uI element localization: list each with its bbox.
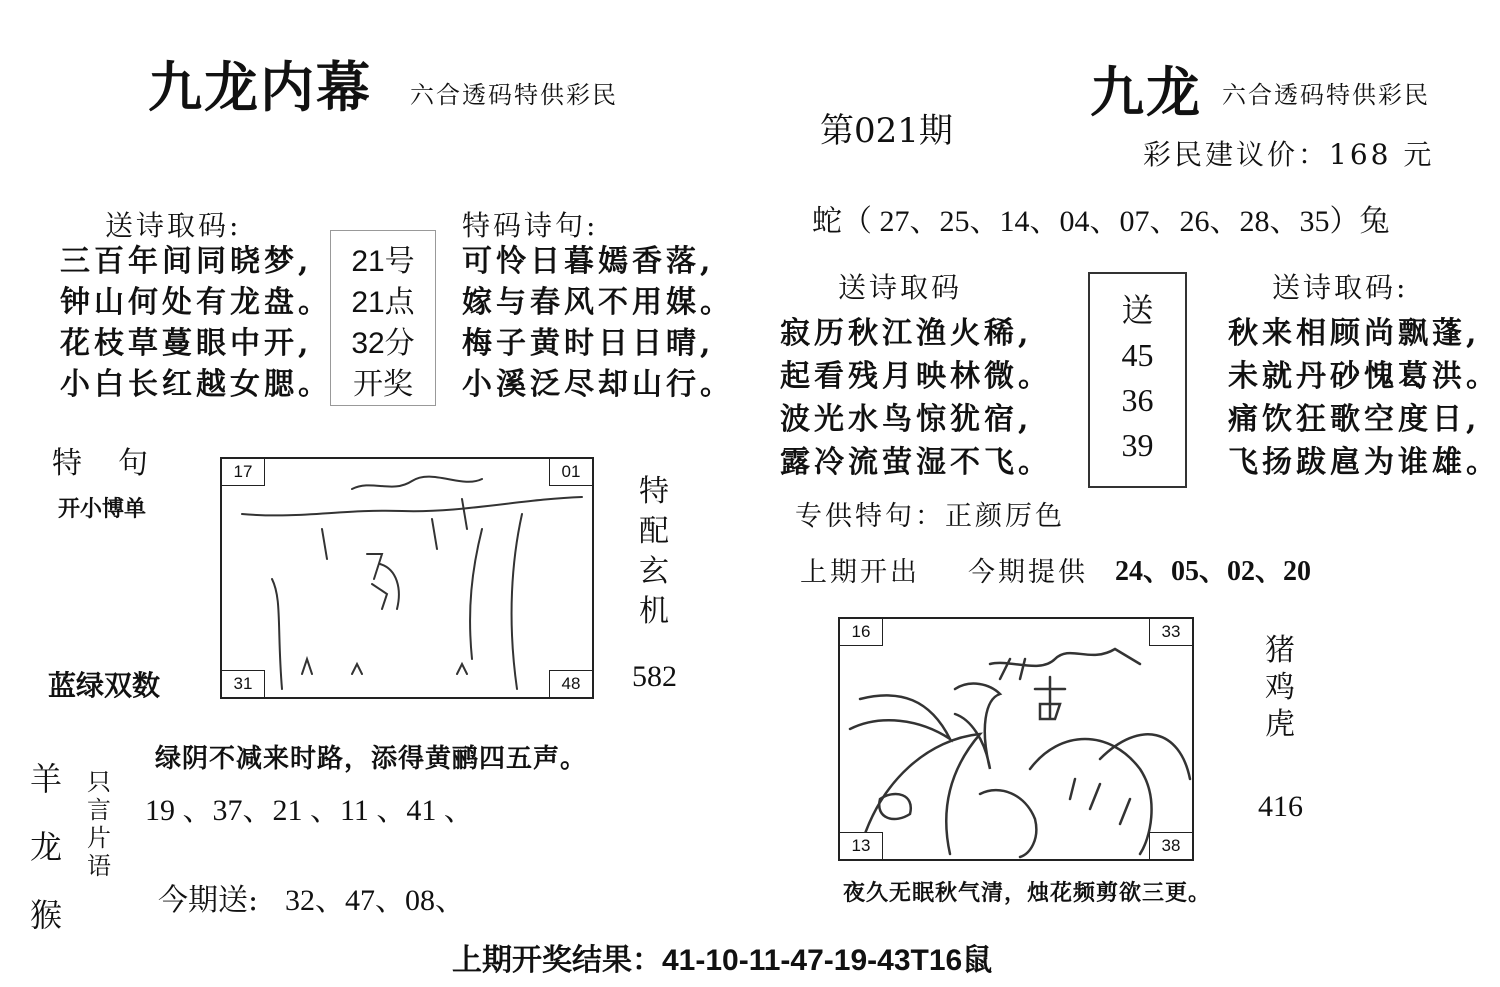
poem-line: 梅子黄时日日晴, [462, 326, 715, 361]
poem-line: 嫁与春风不用媒。 [462, 285, 734, 320]
jin-qi-label: 今期送: [158, 883, 259, 918]
te-ju-label: 特 句 [52, 446, 151, 481]
right-subtitle: 六合透码特供彩民 [1222, 81, 1430, 109]
poem-line: 小溪泛尽却山行。 [462, 367, 734, 402]
provide-numbers: 24、05、02、20 [1115, 556, 1312, 587]
lan-lv-label: 蓝绿双数 [48, 669, 161, 702]
zodiac-vertical [28, 745, 64, 949]
draw-hour: 21点 [351, 286, 415, 319]
left-sketch-panel [220, 457, 594, 699]
snake-line: 蛇（ 27、25、14、04、07、26、28、35）兔 [812, 205, 1390, 238]
right-side-number: 416 [1258, 790, 1303, 823]
poem-line: 可怜日暮嫣香落, [462, 244, 715, 279]
right-sketch-panel [838, 617, 1194, 861]
this-issue-label: 今期提供 [968, 557, 1088, 588]
right-sketch-drawing [840, 619, 1192, 859]
poem-line: 露冷流萤湿不飞。 [780, 445, 1052, 480]
zodiac-char: 鸡 [1265, 670, 1295, 705]
send-number: 36 [1121, 382, 1154, 418]
right-poem1-header: 送诗取码 [838, 271, 963, 304]
right-side-zodiac [1260, 632, 1300, 743]
zodiac-char: 猪 [1265, 633, 1295, 668]
right-title: 九龙 [1090, 60, 1202, 124]
poem-line: 秋来相顾尚飘蓬, [1228, 316, 1481, 351]
send-label: 送 [1121, 292, 1154, 328]
numbers-line: 19 、37、21 、11 、41 、 [145, 794, 474, 827]
left-sketch-drawing [222, 459, 592, 697]
zhi-yan-char: 言 [87, 796, 111, 824]
poem-line: 寂历秋江渔火稀, [780, 316, 1033, 351]
zodiac-char: 羊 [29, 760, 62, 798]
left-special-header: 特码诗句: [462, 209, 599, 242]
last-issue-label: 上期开出 [800, 557, 920, 588]
right-poem2-header: 送诗取码: [1272, 271, 1409, 304]
right-bottom-poem: 夜久无眠秋气清，烛花频剪欲三更。 [843, 880, 1212, 906]
side-vertical-label: 特配玄机 [639, 474, 669, 629]
corner-number: 31 [221, 670, 265, 698]
zhi-yan-vertical [84, 768, 114, 880]
poem-line: 花枝草蔓眼中开, [60, 326, 313, 361]
draw-minute: 32分 [351, 327, 415, 360]
zodiac-char: 虎 [1265, 707, 1295, 742]
last-result-footer: 上期开奖结果：41-10-11-47-19-43T16鼠 [452, 944, 993, 977]
send-number: 45 [1121, 337, 1154, 373]
left-poem-header: 送诗取码: [105, 209, 242, 242]
corner-number: 16 [839, 618, 883, 646]
poem-line: 痛饮狂歌空度日, [1228, 402, 1481, 437]
right-poem1 [780, 312, 1052, 484]
zhi-yan-char: 片 [87, 824, 111, 852]
left-poem-line: 绿阴不减来时路，添得黄鹂四五声。 [155, 744, 588, 774]
poem-line: 飞扬跋扈为谁雄。 [1228, 445, 1500, 480]
poem-line: 三百年间同晓梦, [60, 244, 313, 279]
poem-line: 波光水鸟惊犹宿, [780, 402, 1033, 437]
draw-label: 开奖 [353, 368, 413, 401]
draw-number: 21号 [351, 245, 415, 278]
zhi-yan-char: 只 [87, 768, 111, 796]
corner-number: 13 [839, 832, 883, 860]
right-poem2 [1228, 312, 1500, 484]
side-number: 582 [632, 660, 677, 693]
left-subtitle: 六合透码特供彩民 [410, 81, 618, 109]
send-number: 39 [1121, 427, 1154, 463]
jin-qi-numbers: 32、47、08、 [285, 884, 465, 917]
zhi-yan-char: 语 [87, 852, 111, 880]
right-send-box [1088, 272, 1187, 488]
left-time-box [330, 230, 436, 406]
left-special-poem [462, 241, 734, 405]
corner-number: 48 [549, 670, 593, 698]
corner-number: 01 [549, 458, 593, 486]
issue-number: 第021期 [820, 111, 953, 151]
poem-line: 小白长红越女腮。 [60, 367, 332, 402]
left-title: 九龙内幕 [148, 55, 372, 119]
poem-line: 钟山何处有龙盘。 [60, 285, 332, 320]
zhuan-gong-line: 专供特句：正颜厉色 [795, 501, 1065, 532]
corner-number: 38 [1149, 832, 1193, 860]
poem-line: 未就丹砂愧葛洪。 [1228, 359, 1500, 394]
zodiac-char: 龙 [29, 828, 62, 866]
corner-number: 33 [1149, 618, 1193, 646]
price-label: 彩民建议价：168 元 [1143, 138, 1435, 171]
poem-line: 起看残月映林微。 [780, 359, 1052, 394]
corner-number: 17 [221, 458, 265, 486]
left-poem [60, 241, 332, 405]
kai-xiao-label: 开小博单 [58, 496, 147, 522]
zodiac-char: 猴 [29, 896, 62, 934]
